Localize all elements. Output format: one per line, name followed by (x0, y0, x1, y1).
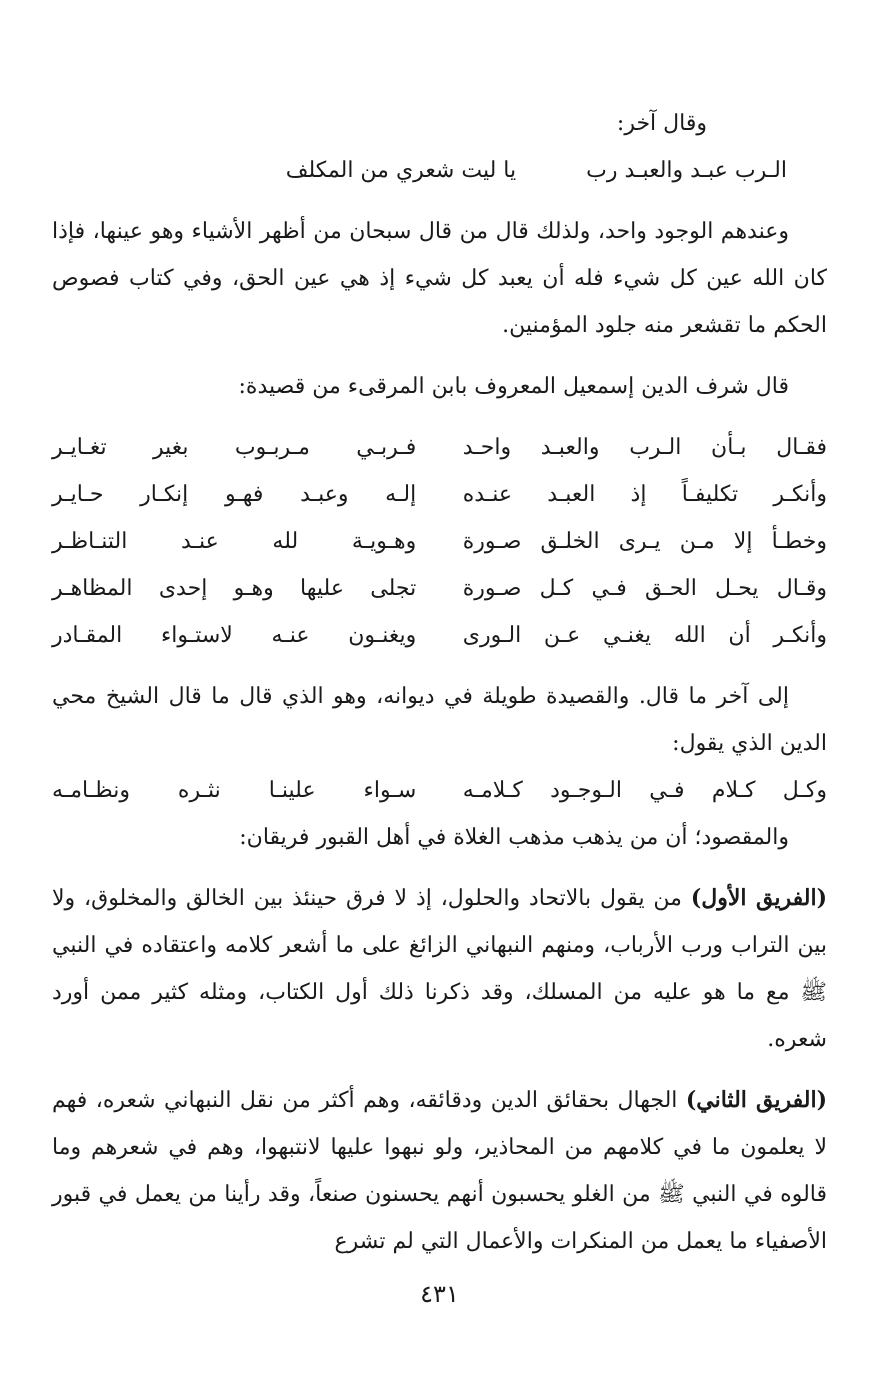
poem (52, 424, 827, 659)
poem-line-5-first: وأنكـر أن الله يغنـي عـن الـورى (462, 623, 827, 648)
poem-line-4 (52, 565, 827, 612)
intro-line: وقال آخر: (616, 111, 707, 136)
poem-line-1-first: فقـال بـأن الـرب والعبـد واحـد (462, 435, 827, 460)
poem-line-3-first: وخطـأ إلا مـن يـرى الخلـق صـورة (462, 529, 827, 554)
page-body (52, 100, 827, 1265)
page-number: ٤٣١ (420, 1280, 459, 1308)
paragraph-6 (52, 1077, 827, 1265)
poem-line-1 (52, 424, 827, 471)
poem-line-2 (52, 471, 827, 518)
poem-line-5-second: ويغنـون عنـه لاستـواء المقـادر (52, 623, 417, 648)
verse-2 (52, 767, 827, 814)
poem-line-3-second: وهـويـة لله عنـد التنـاظـر (52, 529, 417, 554)
paragraph-1: وعندهم الوجود واحد، ولذلك قال من قال سبحان من أظهر الأشياء وهو عينها، فإذا كان الله عين كل شيء فله أن يعبد كل شيء إذ هي عين الحق، وفي كتاب فصوص الحكم ما تقشعر منه جلود المؤمنين. (52, 219, 827, 338)
poem-line-5 (52, 612, 827, 659)
verse-1 (52, 147, 787, 194)
paragraph-2: قال شرف الدين إسمعيل المعروف بابن المرقىء من قصيدة: (238, 374, 789, 399)
poem-line-2-first: وأنكـر تكليفـاً إذ العبـد عنـده (462, 482, 827, 507)
verse-2-first: وكـل كـلام فـي الـوجـود كـلامـه (462, 778, 827, 803)
poem-line-4-second: تجلى عليها وهـو إحدى المظاهـر (52, 576, 417, 601)
paragraph-3: إلى آخر ما قال. والقصيدة طويلة في ديوانه، وهو الذي قال ما قال الشيخ محي الدين الذي يقول: (52, 684, 827, 756)
verse-2-second: سـواء علينـا نثـره ونظـامـه (52, 778, 417, 803)
paragraph-5-text: من يقول بالاتحاد والحلول، إذ لا فرق حينئذ بين الخالق والمخلوق، ولا بين التراب ورب الأرباب، ومنهم النبهاني الزائغ على ما أشعر كلامه واعتقاده في النبي ﷺ مع ما هو عليه من المسلك، وقد ذكرنا ذلك أول الكتاب، ومثله كثير ممن أورد شعره. (52, 886, 827, 1052)
poem-line-2-second: إلـه وعبـد فهـو إنكـار حـايـر (52, 482, 417, 507)
paragraph-5-heading: (الفريق الأول) (690, 885, 827, 911)
verse-1-second-hemistich: يا ليت شعري من المكلف (285, 158, 517, 183)
verse-1-first-hemistich: الـرب عبـد والعبـد رب (586, 158, 787, 183)
paragraph-5 (52, 875, 827, 1063)
poem-line-4-first: وقـال يحـل الحـق فـي كـل صـورة (462, 576, 827, 601)
paragraph-4: والمقصود؛ أن من يذهب مذهب الغلاة في أهل القبور فريقان: (239, 825, 789, 850)
paragraph-6-heading: (الفريق الثاني) (685, 1087, 827, 1113)
paragraph-6-text: الجهال بحقائق الدين ودقائقه، وهم أكثر من نقل النبهاني شعره، فهم لا يعلمون ما في كلامهم من المحاذير، ولو نبهوا عليها لانتبهوا، وهم في شعرهم وما قالوه في النبي ﷺ من الغلو يحسبون أنهم يحسنون صنعاً، وقد رأينا من يعمل في قبور الأصفياء ما يعمل من المنكرات والأعمال التي لم تشرع (52, 1088, 827, 1254)
poem-line-1-second: فـربـي مـربـوب بغير تغـايـر (52, 435, 417, 460)
poem-line-3 (52, 518, 827, 565)
